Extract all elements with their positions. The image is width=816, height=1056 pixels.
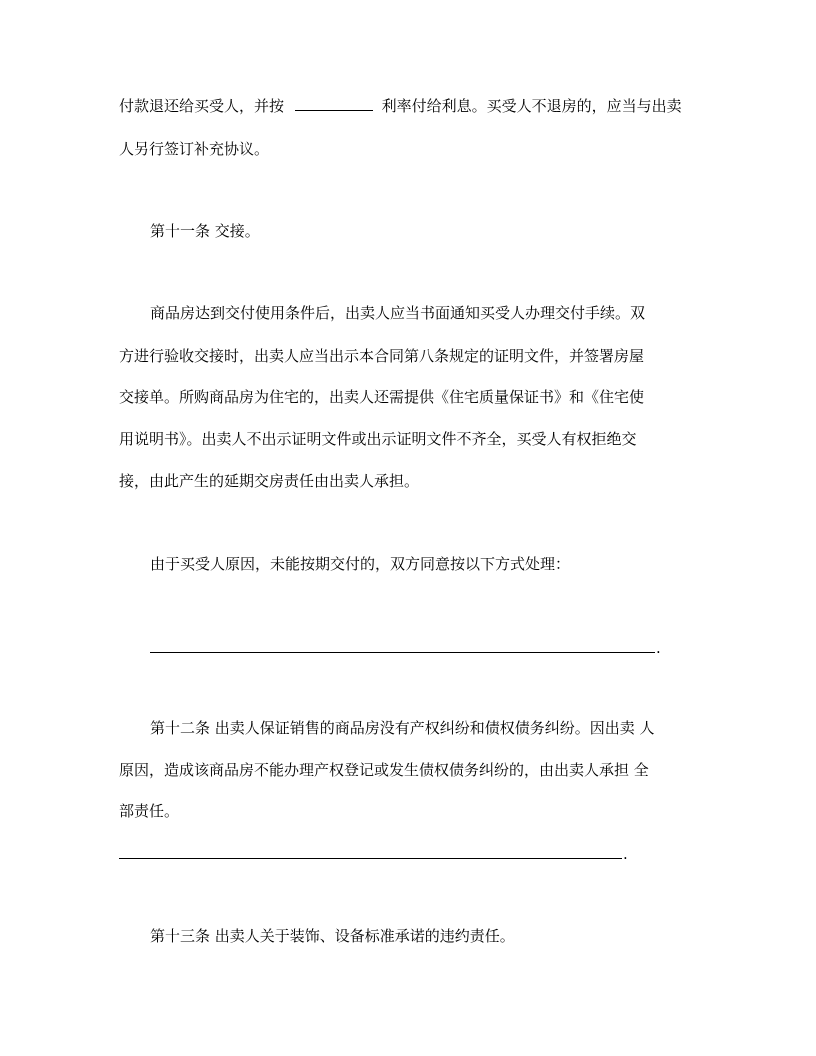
fill-in-blank: [295, 96, 373, 111]
paragraph-line: 原因，造成该商品房不能办理产权登记或发生债权债务纠纷的，由出卖人承担 全: [119, 761, 649, 779]
paragraph-line: 商品房达到交付使用条件后，出卖人应当书面通知买受人办理交付手续。双: [150, 304, 646, 322]
period-mark: .: [656, 639, 661, 657]
fill-in-line: [119, 858, 622, 859]
paragraph-line: 交接单。所购商品房为住宅的，出卖人还需提供《住宅质量保证书》和《住宅使: [119, 388, 645, 406]
paragraph-line: 人另行签订补充协议。: [119, 140, 270, 158]
paragraph-line: 由于买受人原因，未能按期交付的，双方同意按以下方式处理：: [150, 555, 571, 573]
paragraph-line: 部责任。: [119, 802, 180, 820]
paragraph-line: 第十二条 出卖人保证销售的商品房没有产权纠纷和债权债务纠纷。因出卖 人: [150, 719, 655, 737]
period-mark: .: [623, 845, 628, 863]
paragraph-line: 用说明书》。出卖人不出示证明文件或出示证明文件不齐全，买受人有权拒绝交: [119, 430, 637, 448]
paragraph-line: 接，由此产生的延期交房责任由出卖人承担。: [119, 472, 420, 490]
article-heading: 第十一条 交接。: [150, 222, 260, 240]
paragraph-line: [119, 96, 682, 116]
article-heading: 第十三条 出卖人关于装饰、设备标准承诺的违约责任。: [150, 927, 515, 945]
paragraph-line: 方进行验收交接时，出卖人应当出示本合同第八条规定的证明文件，并签署房屋: [119, 347, 645, 365]
fill-in-line: [150, 652, 655, 653]
text-segment: 付款退还给买受人，并按: [119, 97, 285, 115]
text-segment: 利率付给利息。买受人不退房的，应当与出卖: [381, 97, 682, 115]
